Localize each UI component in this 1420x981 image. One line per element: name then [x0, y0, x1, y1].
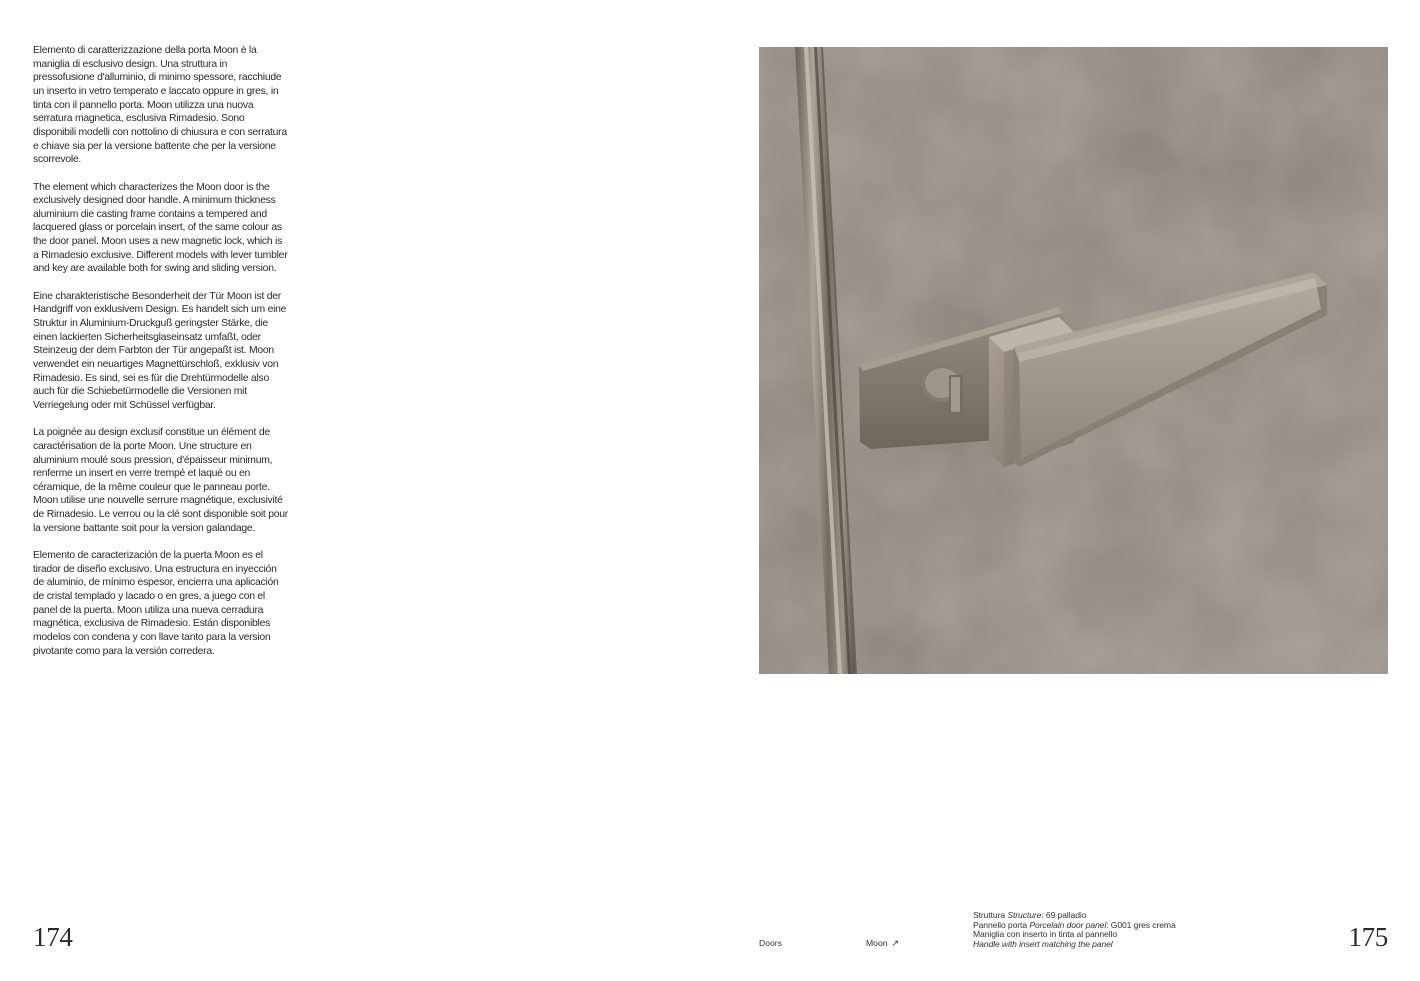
body-text-column: [33, 44, 289, 672]
page-number-left: 174: [33, 922, 73, 952]
footer-collection-link[interactable]: [866, 938, 899, 949]
caption-panel: Pannello porta Porcelain door panel: G001 gres crema: [973, 919, 1176, 930]
product-caption: [973, 911, 1203, 950]
caption-handle-en: Handle with insert matching the panel: [973, 939, 1113, 950]
door-handle-photo: [759, 47, 1388, 674]
paragraph-french: La poignée au design exclusif constitue un élément de caractérisation de la porte Moon. Une structure en aluminium moulé sous pression, d'épaisseur minimum, renferme un insert en verre trempé et laqué ou en céramique, de la même couleur que le panneau porte. Moon utilise une nouvelle serrure magnétique, exclusivité de Rimadesio. Le verrou ou la clé sont disponible soit pour la versione battante soit pour la version galandage.: [33, 427, 288, 534]
paragraph-english: The element which characterizes the Moon door is the exclusively designed door handle. A minimum thickness aluminium die casting frame contains a tempered and lacquered glass or porcelain insert, of the same colour as the door panel. Moon uses a new magnetic lock, which is a Rimadesio exclusive. Different models with lever tumbler and key are available both for swing and sliding version.: [33, 181, 288, 275]
footer-section-label: Doors: [759, 938, 782, 948]
footer-collection-label: Moon: [866, 938, 888, 948]
caption-structure: Struttura Structure: 69 palladio: [973, 910, 1087, 920]
paragraph-german: Eine charakteristische Besonderheit der Tür Moon ist der Handgriff von exklusivem Design. Es handelt sich um eine Struktur in Aluminium-Druckguß geringster Stärke, die einen lackierten Sicherheitsglaseinsatz umfaßt, oder Steinzeug der dem Farbton der Tür angepaßt ist. Moon verwendet ein neuartiges Magnettürschloß, exklusiv von Rimadesio. Es sind, sei es für die Drehtürmodelle also auch für die Schiebetürmodelle die Versionen mit Verriegelung oder mit Schüssel verfügbar.: [33, 290, 287, 411]
arrow-up-right-icon: ↗: [891, 938, 900, 948]
page-number-right: 175: [1348, 922, 1388, 952]
paragraph-spanish: Elemento de caracterización de la puerta Moon es el tirador de diseño exclusivo. Una estructura en inyección de aluminio, de mínimo espesor, encierra una aplicación de cristal templado y lacado o en gres, a juego con el panel de la puerta. Moon utiliza una nueva cerradura magnética, exclusiva de Rimadesio. Están disponibles modelos con condena y con llave tanto para la version pivotante como para la versión corredera.: [33, 550, 279, 657]
paragraph-italian: Elemento di caratterizzazione della porta Moon è la maniglia di esclusivo design. Una struttura in pressofusione d'alluminio, di minimo spessore, racchiude un inserto in vetro temperato e laccato oppure in gres, in tinta con il pannello porta. Moon utilizza una nuova serratura magnetica, esclusiva Rimadesio. Sono disponibili modelli con nottolino di chiusura e con serratura e chiave sia per la versione battente che per la versione scorrevole.: [33, 45, 287, 166]
caption-handle-it: Maniglia con inserto in tinta al pannello: [973, 929, 1117, 940]
